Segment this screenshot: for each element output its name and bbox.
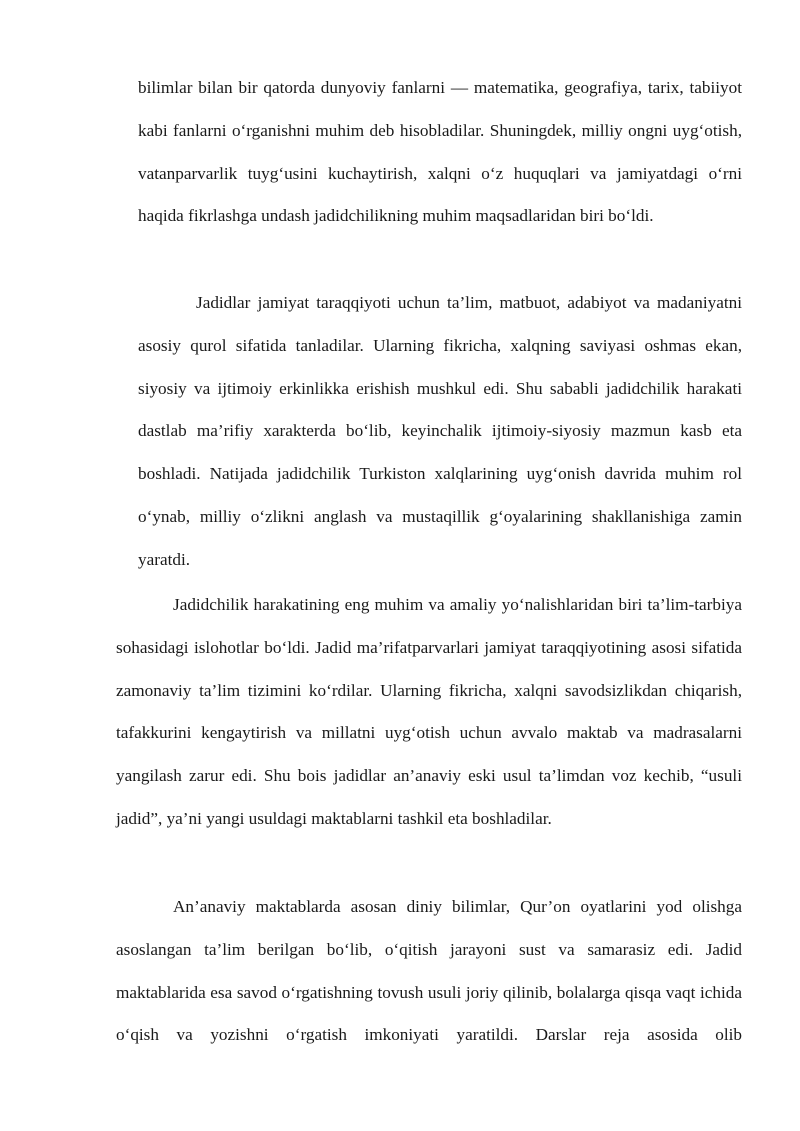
- paragraph-2: Jadidlar jamiyat taraqqiyoti uchun ta’lim, matbuot, adabiyot va madaniyatni asosiy qurol sifatida tanladilar. Ularning fikricha, xalqning saviyasi oshmas ekan, siyosiy va ijtimoiy erkinlikka erishish mushkul edi. Shu sababli jadidchilik harakati dastlab ma’rifiy xarakterda bo‘lib, keyinchalik ijtimoiy-siyosiy mazmun kasb eta boshladi. Natijada jadidchilik Turkiston xalqlarining uyg‘onish davrida muhim rol o‘ynab, milliy o‘zlikni anglash va mustaqillik g‘oyalarining shakllanishiga zamin yaratdi.: [138, 293, 742, 569]
- paragraph-3: Jadidchilik harakatining eng muhim va amaliy yo‘nalishlaridan biri ta’lim-tarbiya sohasidagi islohotlar bo‘ldi. Jadid ma’rifatparvarlari jamiyat taraqqiyotining asosi sifatida zamonaviy ta’lim tizimini ko‘rdilar. Ularning fikricha, xalqni savodsizlikdan chiqarish, tafakkurini kengaytirish va millatni uyg‘otish uchun avvalo maktab va madrasalarni yangilash zarur edi. Shu bois jadidlar an’anaviy eski usul ta’limdan voz kechib, “usuli jadid”, ya’ni yangi usuldagi maktablarni tashkil eta boshladilar.: [116, 595, 742, 828]
- paragraph-1: bilimlar bilan bir qatorda dunyoviy fanlarni — matematika, geografiya, tarix, tabiiyot kabi fanlarni o‘rganishni muhim deb hisobladilar. Shuningdek, milliy ongni uyg‘otish, vatanparvarlik tuyg‘usini kuchaytirish, xalqni o‘z huquqlari va jamiyatdagi o‘rni haqida fikrlashga undash jadidchilikning muhim maqsadlaridan biri bo‘ldi.: [138, 78, 742, 226]
- paragraph-4: An’anaviy maktablarda asosan diniy bilimlar, Qur’on oyatlarini yod olishga asoslangan ta’lim berilgan bo‘lib, o‘qitish jarayoni sust va samarasiz edi. Jadid maktablarida esa savod o‘rgatishning tovush usuli joriy qilinib, bolalarga qisqa vaqt ichida o‘qish va yozishni o‘rgatish imkoniyati yaratildi. Darslar reja asosida olib: [116, 897, 742, 1045]
